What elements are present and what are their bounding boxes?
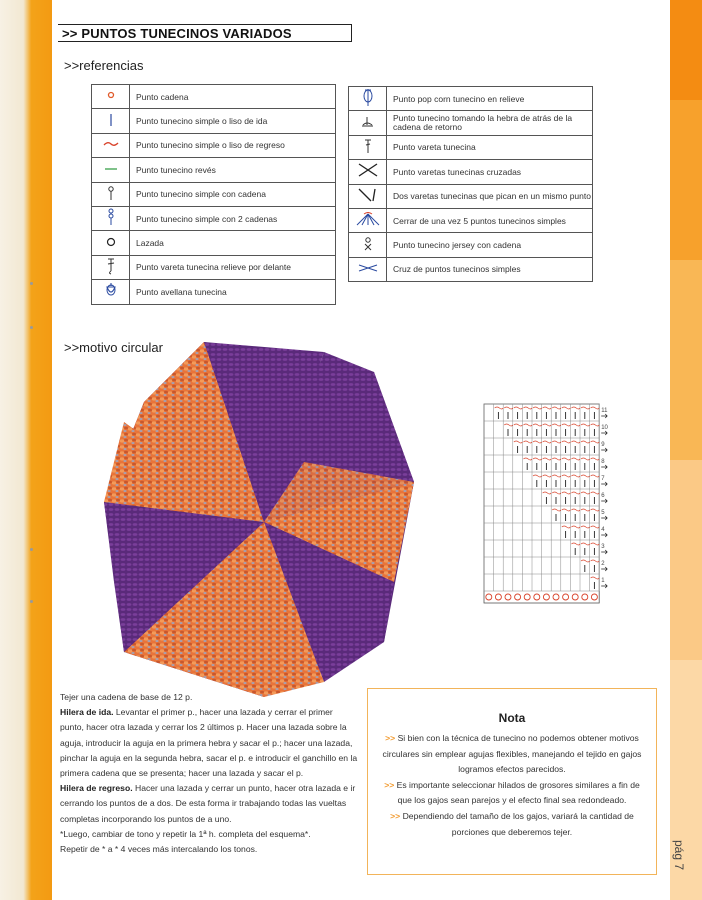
legend-label: Punto tunecino simple con 2 cadenas bbox=[130, 206, 336, 230]
margin-dot bbox=[30, 548, 33, 551]
instruction-ida-label: Hilera de ida. bbox=[60, 707, 114, 718]
stitch-chart bbox=[480, 400, 608, 612]
chart-return-stitch bbox=[533, 458, 542, 460]
chart-arrow-icon bbox=[601, 431, 607, 435]
chart-return-stitch bbox=[504, 407, 513, 409]
legend-label: Punto tunecino jersey con cadena bbox=[387, 233, 593, 257]
legend-row bbox=[92, 109, 336, 133]
chart-return-stitch bbox=[581, 492, 590, 494]
chart-return-stitch bbox=[514, 441, 523, 443]
treble-icon bbox=[349, 135, 387, 159]
chart-return-stitch bbox=[552, 424, 561, 426]
chart-return-stitch bbox=[571, 543, 580, 545]
chart-return-stitch bbox=[591, 475, 600, 477]
legend-row bbox=[92, 133, 336, 157]
chart-return-stitch bbox=[591, 407, 600, 409]
circular-motif-photo bbox=[96, 336, 432, 698]
legend-row bbox=[92, 255, 336, 279]
legend-row bbox=[349, 135, 593, 159]
chart-arrow-icon bbox=[601, 550, 607, 554]
right-orange-strip bbox=[670, 0, 702, 900]
chart-chain-stitch bbox=[505, 594, 511, 600]
chart-chain-stitch bbox=[515, 594, 521, 600]
instruction-repetir: Repetir de * a * 4 veces más intercalando los tonos. bbox=[60, 844, 258, 855]
chart-return-stitch bbox=[562, 441, 571, 443]
chart-return-stitch bbox=[543, 492, 552, 494]
chart-return-stitch bbox=[562, 407, 571, 409]
vertical-bar-icon bbox=[92, 109, 130, 133]
chart-return-stitch bbox=[591, 458, 600, 460]
left-binding-strip bbox=[0, 0, 52, 900]
chart-row-label: 4 bbox=[601, 527, 605, 533]
chart-return-stitch bbox=[523, 424, 532, 426]
back-strand-icon bbox=[349, 111, 387, 135]
chart-return-stitch bbox=[533, 424, 542, 426]
chart-return-stitch bbox=[571, 526, 580, 528]
chart-chain-stitch bbox=[543, 594, 549, 600]
chart-return-stitch bbox=[591, 543, 600, 545]
chart-row-label: 2 bbox=[601, 561, 605, 567]
instruction-regreso bbox=[60, 781, 358, 827]
popcorn-icon bbox=[349, 87, 387, 111]
chart-arrow-icon bbox=[601, 567, 607, 571]
chart-chain-stitch bbox=[553, 594, 559, 600]
chart-row-label: 5 bbox=[601, 510, 605, 516]
section-heading-motivo: >>motivo circular bbox=[64, 340, 163, 355]
page-title: >> PUNTOS TUNECINOS VARIADOS bbox=[62, 26, 292, 41]
chart-return-stitch bbox=[571, 458, 580, 460]
chart-arrow-icon bbox=[601, 533, 607, 537]
chart-return-stitch bbox=[571, 441, 580, 443]
note-item bbox=[368, 778, 656, 809]
dash-green-icon bbox=[92, 158, 130, 182]
legend-label: Punto avellana tunecina bbox=[130, 280, 336, 304]
chart-arrow-icon bbox=[601, 465, 607, 469]
cross-simple-icon bbox=[349, 257, 387, 281]
legend-label: Punto tunecino tomando la hebra de atrás de la cadena de retorno bbox=[387, 111, 593, 135]
legend-label: Punto cadena bbox=[130, 85, 336, 109]
margin-dot bbox=[30, 282, 33, 285]
note-title: Nota bbox=[498, 711, 526, 725]
instruction-ida bbox=[60, 705, 358, 781]
chart-return-stitch bbox=[552, 492, 561, 494]
legend-table-right bbox=[348, 86, 593, 282]
legend-row bbox=[92, 85, 336, 109]
chart-return-stitch bbox=[581, 407, 590, 409]
chart-return-stitch bbox=[523, 407, 532, 409]
chart-chain-stitch bbox=[582, 594, 588, 600]
note-item bbox=[368, 809, 656, 840]
chart-row-label: 11 bbox=[601, 408, 608, 414]
legend-label: Punto varetas tunecinas cruzadas bbox=[387, 160, 593, 184]
chart-return-stitch bbox=[581, 509, 590, 511]
legend-row bbox=[92, 280, 336, 304]
chart-row-label: 3 bbox=[601, 544, 605, 550]
note-item-text: Dependiendo del tamaño de los gajos, variará la cantidad de porciones que deberemos tejer. bbox=[402, 810, 634, 837]
chart-return-stitch bbox=[533, 407, 542, 409]
legend-label: Cerrar de una vez 5 puntos tunecinos simples bbox=[387, 208, 593, 232]
bar-with-loop-icon bbox=[92, 182, 130, 206]
page-title-box bbox=[58, 24, 352, 42]
legend-table-left bbox=[91, 84, 336, 305]
page-number: pág 7 bbox=[672, 840, 686, 871]
chart-arrow-icon bbox=[601, 414, 607, 418]
chart-return-stitch bbox=[581, 424, 590, 426]
chart-return-stitch bbox=[514, 407, 523, 409]
legend-row bbox=[92, 231, 336, 255]
legend-label: Punto tunecino simple o liso de ida bbox=[130, 109, 336, 133]
chart-return-stitch bbox=[571, 509, 580, 511]
chart-return-stitch bbox=[591, 424, 600, 426]
instruction-ida-text: Levantar el primer p., hacer una lazada y cerrar el primer punto, hacer otra lazada y cerrar los 2 últimos p. Hacer una lazada sobre la aguja, introducir la aguja en la primera hebra y sacar el p.; hacer una lazada, pinchar la aguja en la segunda hebra, sacar el p. e introducir el ganchillo en la primera cadena que se presenta; hacer una lazada y sacar el p. bbox=[60, 707, 358, 779]
chart-chain-stitch bbox=[495, 594, 501, 600]
chart-return-stitch bbox=[571, 424, 580, 426]
chart-row-label: 8 bbox=[601, 459, 605, 465]
chart-return-stitch bbox=[562, 492, 571, 494]
arrow-icon: >> bbox=[384, 779, 395, 790]
arrow-icon: >> bbox=[390, 810, 401, 821]
note-item-text: Si bien con la técnica de tunecino no podemos obtener motivos circulares sin emplear agujas flexibles, manejando el tejido en gajos logramos efectos parecidos. bbox=[382, 733, 642, 775]
chart-return-stitch bbox=[562, 475, 571, 477]
legend-row bbox=[349, 111, 593, 135]
chart-return-stitch bbox=[591, 577, 600, 579]
chart-arrow-icon bbox=[601, 499, 607, 503]
chart-row-label: 9 bbox=[601, 442, 605, 448]
chart-arrow-icon bbox=[601, 516, 607, 520]
legend-row bbox=[92, 182, 336, 206]
chart-return-stitch bbox=[533, 475, 542, 477]
chart-return-stitch bbox=[543, 475, 552, 477]
chart-return-stitch bbox=[552, 509, 561, 511]
instruction-luego: *Luego, cambiar de tono y repetir la 1ª h. completa del esquema*. bbox=[60, 828, 311, 839]
chart-arrow-icon bbox=[601, 482, 607, 486]
chart-return-stitch bbox=[552, 441, 561, 443]
chart-return-stitch bbox=[571, 492, 580, 494]
chart-return-stitch bbox=[581, 458, 590, 460]
chart-return-stitch bbox=[581, 441, 590, 443]
legend-row bbox=[349, 160, 593, 184]
section-heading-referencias: >>referencias bbox=[64, 58, 144, 73]
chart-return-stitch bbox=[562, 458, 571, 460]
legend-label: Lazada bbox=[130, 231, 336, 255]
instruction-intro: Tejer una cadena de base de 12 p. bbox=[60, 692, 193, 702]
legend-label: Punto tunecino simple con cadena bbox=[130, 182, 336, 206]
chart-return-stitch bbox=[543, 458, 552, 460]
chart-return-stitch bbox=[504, 424, 513, 426]
chart-arrow-icon bbox=[601, 584, 607, 588]
chart-return-stitch bbox=[552, 475, 561, 477]
chart-return-stitch bbox=[514, 424, 523, 426]
chart-return-stitch bbox=[523, 458, 532, 460]
chart-return-stitch bbox=[543, 407, 552, 409]
chart-return-stitch bbox=[495, 407, 504, 409]
legend-label: Cruz de puntos tunecinos simples bbox=[387, 257, 593, 281]
chart-arrow-icon bbox=[601, 448, 607, 452]
chart-return-stitch bbox=[571, 407, 580, 409]
chart-return-stitch bbox=[581, 543, 590, 545]
legend-label: Punto vareta tunecina bbox=[387, 135, 593, 159]
chart-return-stitch bbox=[562, 509, 571, 511]
legend-label: Dos varetas tunecinas que pican en un mismo punto bbox=[387, 184, 593, 208]
chart-return-stitch bbox=[543, 441, 552, 443]
margin-dot bbox=[30, 326, 33, 329]
chart-return-stitch bbox=[591, 492, 600, 494]
legend-row bbox=[349, 184, 593, 208]
crossed-trebles-icon bbox=[349, 160, 387, 184]
chart-row-label: 1 bbox=[601, 578, 605, 584]
legend-label: Punto tunecino revés bbox=[130, 158, 336, 182]
chart-return-stitch bbox=[591, 441, 600, 443]
chart-return-stitch bbox=[552, 458, 561, 460]
legend-row bbox=[92, 206, 336, 230]
arrow-icon: >> bbox=[385, 733, 396, 743]
chart-return-stitch bbox=[581, 560, 590, 562]
chart-chain-stitch bbox=[534, 594, 540, 600]
chart-return-stitch bbox=[581, 526, 590, 528]
two-trebles-one-point-icon bbox=[349, 184, 387, 208]
margin-dot bbox=[30, 600, 33, 603]
chart-chain-stitch bbox=[524, 594, 530, 600]
note-item bbox=[368, 731, 656, 778]
chart-return-stitch bbox=[523, 441, 532, 443]
chart-return-stitch bbox=[591, 560, 600, 562]
chart-return-stitch bbox=[571, 475, 580, 477]
legend-row bbox=[349, 257, 593, 281]
chart-return-stitch bbox=[581, 475, 590, 477]
chart-return-stitch bbox=[562, 526, 571, 528]
note-item-text: Es importante seleccionar hilados de grosores similares a fin de que los gajos sean parejos y el efecto final sea redondeado. bbox=[396, 779, 640, 806]
chart-return-stitch bbox=[533, 441, 542, 443]
legend-row bbox=[92, 158, 336, 182]
instruction-regreso-text: Hacer una lazada y cerrar un punto, hacer otra lazada e ir cerrando los puntos de a dos. De esta forma ir trabajando todas las vueltas completas incorporando los puntos de a uno. bbox=[60, 783, 356, 824]
jersey-chain-icon bbox=[349, 233, 387, 257]
chart-row-label: 7 bbox=[601, 476, 605, 482]
chart-return-stitch bbox=[562, 424, 571, 426]
chart-row-label: 6 bbox=[601, 493, 605, 499]
five-together-icon bbox=[349, 208, 387, 232]
instruction-regreso-label: Hilera de regreso. bbox=[60, 783, 133, 794]
hazelnut-icon bbox=[92, 280, 130, 304]
chart-chain-stitch bbox=[563, 594, 569, 600]
bar-with-two-loops-icon bbox=[92, 206, 130, 230]
circle-icon bbox=[92, 231, 130, 255]
chart-return-stitch bbox=[591, 509, 600, 511]
chart-chain-stitch bbox=[486, 594, 492, 600]
legend-row bbox=[349, 87, 593, 111]
chart-return-stitch bbox=[552, 407, 561, 409]
legend-label: Punto pop corn tunecino en relieve bbox=[387, 87, 593, 111]
chart-row-label: 10 bbox=[601, 425, 608, 431]
note-box bbox=[367, 688, 657, 875]
legend-row bbox=[349, 208, 593, 232]
chart-chain-stitch bbox=[591, 594, 597, 600]
legend-label: Punto tunecino simple o liso de regreso bbox=[130, 133, 336, 157]
instructions-text bbox=[60, 690, 358, 857]
small-circle-orange-icon bbox=[92, 85, 130, 109]
chart-return-stitch bbox=[543, 424, 552, 426]
relief-treble-icon bbox=[92, 255, 130, 279]
legend-label: Punto vareta tunecina relieve por delante bbox=[130, 255, 336, 279]
chart-return-stitch bbox=[591, 526, 600, 528]
wave-red-icon bbox=[92, 133, 130, 157]
legend-row bbox=[349, 233, 593, 257]
chart-chain-stitch bbox=[572, 594, 578, 600]
